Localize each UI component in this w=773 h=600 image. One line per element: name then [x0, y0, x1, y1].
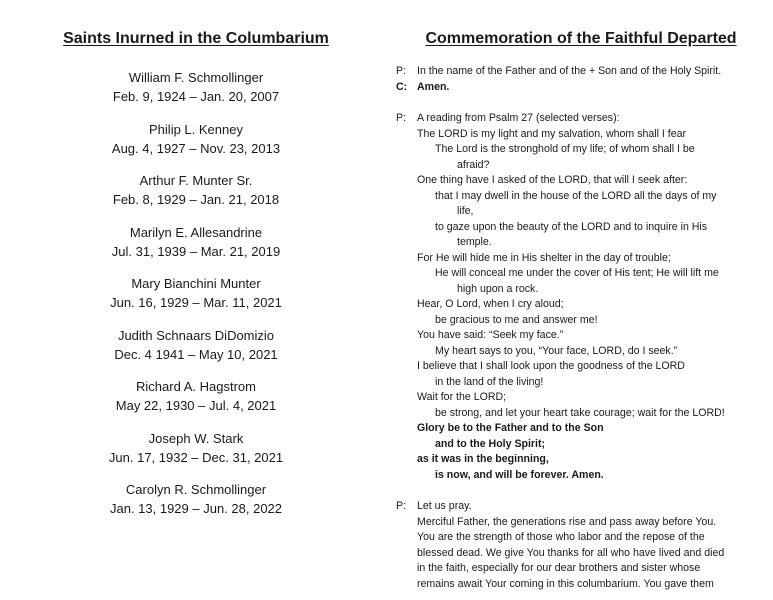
line-text: Let us pray.: [417, 500, 472, 512]
liturgy-line: [396, 189, 766, 205]
liturgy-line: [396, 406, 766, 422]
line-text: Amen.: [417, 80, 450, 93]
doxology-line: [396, 452, 766, 468]
liturgy-line: [396, 282, 766, 298]
liturgy-line: [396, 375, 766, 391]
saint-entry: [40, 429, 352, 481]
liturgy-line: [396, 127, 766, 143]
liturgy-line: [396, 561, 766, 577]
speaker-label: P:: [396, 112, 407, 124]
saint-name: Mary Bianchini Munter: [131, 276, 261, 291]
liturgy-line: [396, 266, 766, 282]
line-text: afraid?: [457, 158, 490, 171]
liturgy-line: [396, 142, 766, 158]
liturgy-line: [396, 297, 766, 313]
saint-entry: [40, 326, 352, 378]
line-text: be gracious to me and answer me!: [435, 313, 598, 326]
liturgy-line: [396, 359, 766, 375]
line-text: I believe that I shall look upon the goodness of the LORD: [417, 360, 685, 372]
saint-entry: [40, 171, 352, 223]
liturgy-line: [396, 204, 766, 220]
line-text: My heart says to you, “Your face, LORD, do I seek.”: [435, 344, 678, 357]
saint-entry: [40, 68, 352, 120]
line-text: Merciful Father, the generations rise and pass away before You.: [417, 515, 717, 528]
line-text: remains await Your coming in this columbarium. You gave them: [417, 577, 714, 590]
line-text: You have said: “Seek my face.”: [417, 329, 564, 341]
line-text: One thing have I asked of the LORD, that will I seek after:: [417, 174, 688, 186]
liturgy-line: [396, 328, 766, 344]
liturgy-line: [396, 111, 766, 127]
saint-entry: [40, 377, 352, 429]
line-text: temple.: [457, 236, 492, 248]
saint-entry: [40, 480, 352, 532]
commemoration-heading: Commemoration of the Faithful Departed: [425, 30, 737, 47]
saint-dates: Feb. 8, 1929 – Jan. 21, 2018: [112, 192, 280, 207]
saint-dates: May 22, 1930 – Jul. 4, 2021: [115, 398, 277, 413]
liturgy-line: [396, 235, 766, 251]
line-text: and to the Holy Spirit;: [435, 437, 546, 450]
saints-list: [40, 68, 352, 532]
line-text: to gaze upon the beauty of the LORD and to inquire in His: [435, 220, 708, 233]
doxology-line: [396, 468, 766, 484]
saint-name: Marilyn E. Allesandrine: [129, 224, 263, 240]
speaker-label: C:: [396, 80, 408, 93]
saint-entry: [40, 274, 352, 326]
liturgy-line: [396, 344, 766, 360]
line-text: blessed dead. We give You thanks for all who have lived and died: [417, 546, 725, 559]
liturgy-line: [396, 313, 766, 329]
liturgy-line: [396, 158, 766, 174]
saint-dates: Feb. 9, 1924 – Jan. 20, 2007: [112, 89, 280, 104]
saint-entry: [40, 120, 352, 172]
saint-name: Joseph W. Stark: [148, 430, 244, 446]
line-text: in the faith, especially for our dear brothers and sister whose: [417, 562, 701, 574]
line-text: be strong, and let your heart take courage; wait for the LORD!: [435, 406, 725, 419]
line-text: In the name of the Father and of the + Son and of the Holy Spirit.: [417, 65, 722, 77]
liturgy-line: [396, 577, 766, 593]
saint-dates: Jun. 17, 1932 – Dec. 31, 2021: [108, 449, 284, 465]
liturgy-line: [396, 390, 766, 406]
line-text: Wait for the LORD;: [417, 391, 507, 403]
saint-entry: [40, 223, 352, 275]
saint-name: Carolyn R. Schmollinger: [125, 482, 267, 497]
line-text: in the land of the living!: [435, 375, 544, 388]
liturgy-line: [396, 64, 766, 80]
line-text: that I may dwell in the house of the LORD all the days of my: [435, 189, 717, 202]
saint-dates: Jan. 13, 1929 – Jun. 28, 2022: [109, 501, 283, 516]
line-text: The Lord is the stronghold of my life; of whom shall I be: [435, 143, 695, 155]
liturgy-line: [396, 515, 766, 531]
line-text: is now, and will be forever. Amen.: [435, 468, 604, 481]
spacer: [396, 483, 766, 499]
saint-dates: Dec. 4 1941 – May 10, 2021: [114, 346, 278, 362]
liturgy-line: [396, 80, 766, 96]
saint-dates: Jul. 31, 1939 – Mar. 21, 2019: [111, 243, 281, 259]
saint-dates: Jun. 16, 1929 – Mar. 11, 2021: [110, 295, 282, 310]
saint-dates: Aug. 4, 1927 – Nov. 23, 2013: [111, 140, 281, 156]
line-text: For He will hide me in His shelter in the day of trouble;: [417, 251, 671, 264]
spacer: [396, 95, 766, 111]
line-text: He will conceal me under the cover of His tent; He will lift me: [435, 267, 719, 279]
liturgy-text: [396, 64, 766, 592]
line-text: Hear, O Lord, when I cry aloud;: [417, 298, 564, 310]
saint-name: Richard A. Hagstrom: [136, 379, 256, 394]
line-text: A reading from Psalm 27 (selected verses):: [417, 112, 620, 124]
saint-name: William F. Schmollinger: [128, 70, 264, 85]
liturgy-line: [396, 546, 766, 562]
saints-heading: Saints Inurned in the Columbarium: [63, 30, 329, 47]
saint-name: Judith Schnaars DiDomizio: [117, 327, 275, 343]
line-text: The LORD is my light and my salvation, whom shall I fear: [417, 127, 687, 140]
line-text: Glory be to the Father and to the Son: [417, 422, 604, 434]
liturgy-line: [396, 499, 766, 515]
liturgy-line: [396, 173, 766, 189]
liturgy-line: [396, 530, 766, 546]
doxology-line: [396, 437, 766, 453]
saint-name: Arthur F. Munter Sr.: [139, 173, 253, 188]
saint-name: Philip L. Kenney: [149, 121, 243, 137]
line-text: as it was in the beginning,: [417, 453, 549, 465]
doxology-line: [396, 421, 766, 437]
liturgy-line: [396, 251, 766, 267]
line-text: high upon a rock.: [457, 282, 539, 295]
speaker-label: P:: [396, 65, 407, 77]
speaker-label: P:: [396, 500, 407, 512]
line-text: life,: [457, 205, 474, 217]
line-text: You are the strength of those who labor and the repose of the: [417, 531, 705, 543]
liturgy-line: [396, 220, 766, 236]
